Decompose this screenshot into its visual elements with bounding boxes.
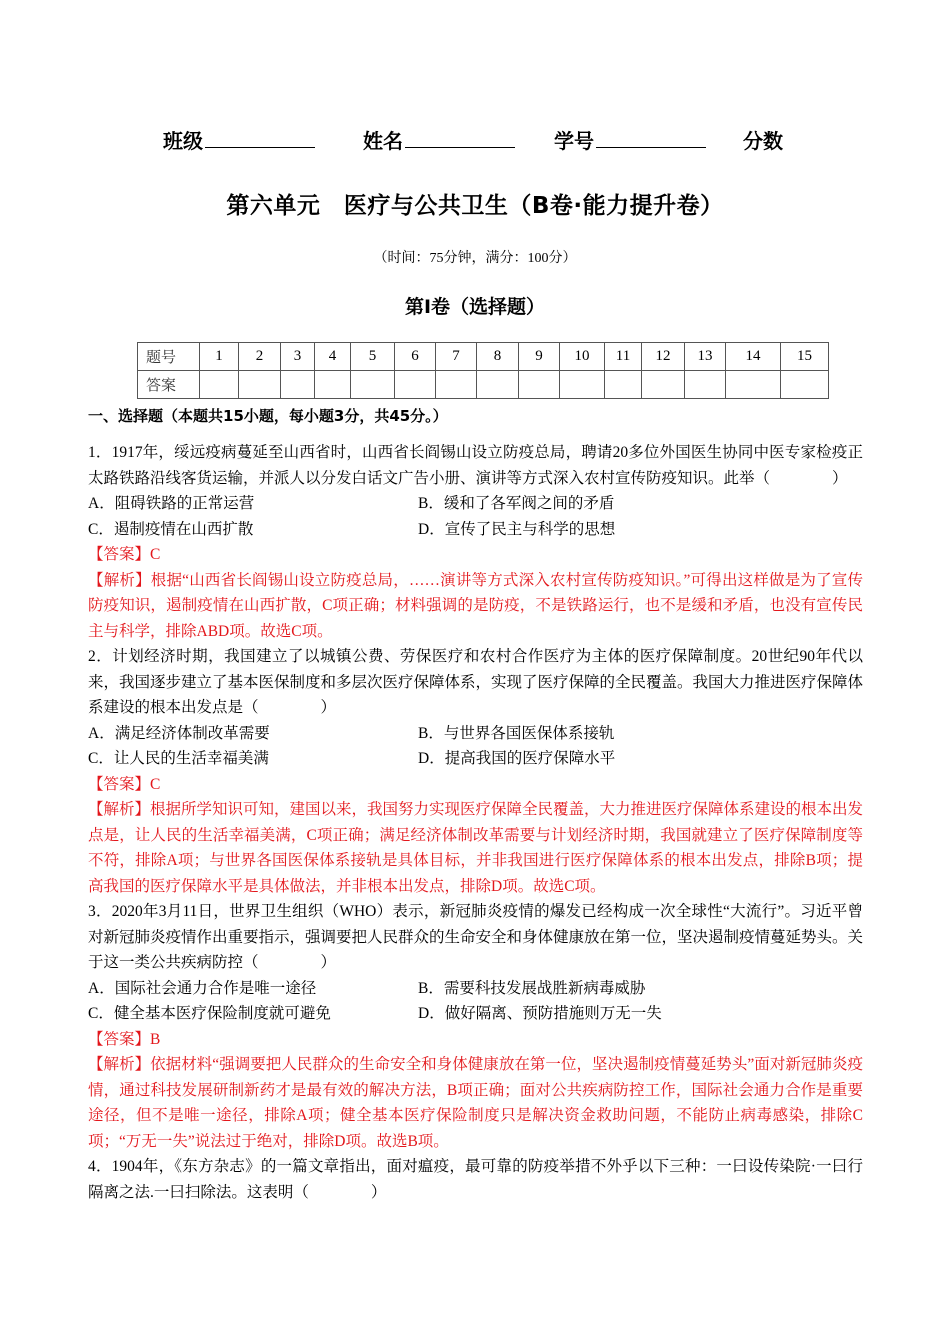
options-row: [88, 721, 863, 747]
question-number-cell: 9: [519, 343, 560, 371]
answer-grid: [137, 342, 829, 399]
question-number-cell: 1: [200, 343, 239, 371]
question-number-cell: 6: [395, 343, 436, 371]
option-c[interactable]: C．让人民的生活幸福美满: [88, 750, 269, 767]
option-d[interactable]: D．提高我国的医疗保障水平: [418, 750, 616, 767]
analysis-text: 【解析】根据所学知识可知，建国以来，我国努力实现医疗保障全民覆盖，大力推进医疗保障体系建设的根本出发点是，让人民的生活幸福美满，C项正确；满足经济体制改革需要与计划经济时期，我国就建立了医疗保障制度等不符，排除A项；与世界各国医保体系接轨是具体目标，并非我国进行医疗保障体系的根本出发点，排除B项；提高我国的医疗保障水平是具体做法，并非根本出发点，排除D项。故选C项。: [88, 801, 864, 895]
answer-cell[interactable]: [685, 371, 726, 399]
options-row: [88, 976, 863, 1002]
analysis-text: 【解析】依据材料“强调要把人民群众的生命安全和身体健康放在第一位，坚决遏制疫情蔓延势头”面对新冠肺炎疫情，通过科技发展研制新药才是最有效的解决方法，B项正确；面对公共疾病防控工作，国际社会通力合作是重要途径，但不是唯一途径，排除A项；健全基本医疗保险制度只是解决资金救助问题，不能防止病毒感染，排除C项；“万无一失”说法过于绝对，排除D项。故选B项。: [88, 1056, 863, 1150]
question-number-cell: 15: [781, 343, 829, 371]
question-stem: 2．计划经济时期，我国建立了以城镇公费、劳保医疗和农村合作医疗为主体的医疗保障制度。20世纪90年代以来，我国逐步建立了基本医保制度和多层次医疗保障体系，实现了医疗保障的全民覆盖。我国大力推进医疗保障体系建设的根本出发点是（ ）: [88, 648, 864, 716]
student-id-field[interactable]: [554, 125, 706, 154]
question-3: [88, 899, 863, 1154]
answer-cell[interactable]: [726, 371, 781, 399]
exam-info: （时间：75分钟，满分：100分）: [373, 251, 577, 266]
question-4: [88, 1154, 863, 1205]
score-field: [743, 125, 783, 154]
part-heading: 一、选择题（本题共15小题，每小题3分，共45分。）: [88, 407, 448, 425]
question-2: [88, 644, 863, 899]
analysis-text: 【解析】根据“山西省长阎锡山设立防疫总局，……演讲等方式深入农村宣传防疫知识。”可得出这样做是为了宣传防疫知识，遏制疫情在山西扩散，C项正确；材料强调的是防疫，不是铁路运行，也不是缓和矛盾，也没有宣传民主与科学，排除ABD项。故选C项。: [88, 571, 863, 640]
question-number-cell: 5: [351, 343, 395, 371]
answer-cell[interactable]: [642, 371, 685, 399]
option-c[interactable]: C．健全基本医疗保险制度就可避免: [88, 1005, 331, 1022]
answer-cell[interactable]: [519, 371, 560, 399]
answer-cell[interactable]: [477, 371, 519, 399]
answer-cell[interactable]: [281, 371, 315, 399]
answer-cell[interactable]: [315, 371, 351, 399]
student-info-row: [163, 125, 803, 157]
options-row: [88, 491, 863, 517]
question-stem: 4．1904年，《东方杂志》的一篇文章指出，面对瘟疫，最可靠的防疫举措不外乎以下三种：一曰设传染院·一曰行隔离之法.一曰扫除法。这表明（ ）: [88, 1158, 863, 1201]
question-number-cell: 10: [560, 343, 605, 371]
answer-text: 【答案】B: [88, 1030, 161, 1048]
option-b[interactable]: B．需要科技发展战胜新病毒威胁: [418, 979, 646, 997]
question-list: [88, 440, 863, 1205]
name-label: 姓名: [363, 129, 403, 153]
answer-cell[interactable]: [239, 371, 281, 399]
option-b[interactable]: B．与世界各国医保体系接轨: [418, 724, 615, 742]
answer-text: 【答案】C: [88, 775, 161, 793]
question-number-cell: 11: [605, 343, 642, 371]
score-label: 分数: [743, 129, 783, 153]
answer-cell[interactable]: [560, 371, 605, 399]
question-number-cell: 12: [642, 343, 685, 371]
question-number-cell: 14: [726, 343, 781, 371]
class-blank[interactable]: [205, 127, 315, 148]
answer-cell[interactable]: [351, 371, 395, 399]
option-c[interactable]: C．遏制疫情在山西扩散: [88, 520, 254, 538]
option-b[interactable]: B．缓和了各军阀之间的矛盾: [418, 495, 615, 512]
question-number-cell: 7: [436, 343, 477, 371]
option-d[interactable]: D．宣传了民主与科学的思想: [418, 520, 616, 538]
answer-cell[interactable]: [605, 371, 642, 399]
option-a[interactable]: A．国际社会通力合作是唯一途径: [88, 979, 317, 997]
option-a[interactable]: A．满足经济体制改革需要: [88, 724, 270, 742]
question-number-label: 题号: [138, 343, 200, 371]
class-field[interactable]: [163, 125, 315, 154]
question-number-cell: 3: [281, 343, 315, 371]
options-row: [88, 1001, 863, 1027]
page-title: 第六单元 医疗与公共卫生（B卷·能力提升卷）: [226, 193, 724, 219]
class-label: 班级: [163, 129, 203, 153]
question-stem: 1．1917年，绥远疫病蔓延至山西省时，山西省长阎锡山设立防疫总局，聘请20多位外国医生协同中医专家检疫正太路铁路沿线客货运输，并派人以分发白话文广告小册、演讲等方式深入农村宣传防疫知识。此举（ ）: [88, 444, 863, 487]
question-1: [88, 440, 863, 644]
question-number-cell: 8: [477, 343, 519, 371]
option-a[interactable]: A．阻碍铁路的正常运营: [88, 495, 255, 512]
question-number-row: [138, 343, 829, 371]
question-number-cell: 13: [685, 343, 726, 371]
section-title: 第Ⅰ卷（选择题）: [404, 296, 546, 318]
answer-row: [138, 371, 829, 399]
options-row: [88, 517, 863, 543]
answer-cell[interactable]: [395, 371, 436, 399]
answer-cell[interactable]: [781, 371, 829, 399]
answer-cell[interactable]: [200, 371, 239, 399]
answer-text: 【答案】C: [88, 546, 161, 563]
name-blank[interactable]: [405, 127, 515, 148]
name-field[interactable]: [363, 125, 515, 154]
option-d[interactable]: D．做好隔离、预防措施则万无一失: [418, 1005, 662, 1022]
student-id-label: 学号: [554, 129, 594, 153]
options-row: [88, 746, 863, 772]
question-number-cell: 4: [315, 343, 351, 371]
student-id-blank[interactable]: [596, 127, 706, 148]
answer-cell[interactable]: [436, 371, 477, 399]
question-number-cell: 2: [239, 343, 281, 371]
question-stem: 3．2020年3月11日，世界卫生组织（WHO）表示，新冠肺炎疫情的爆发已经构成一次全球性“大流行”。习近平曾对新冠肺炎疫情作出重要指示，强调要把人民群众的生命安全和身体健康放在第一位，坚决遏制疫情蔓延势头。关于这一类公共疾病防控（ ）: [88, 903, 864, 971]
answer-label: 答案: [138, 371, 200, 399]
